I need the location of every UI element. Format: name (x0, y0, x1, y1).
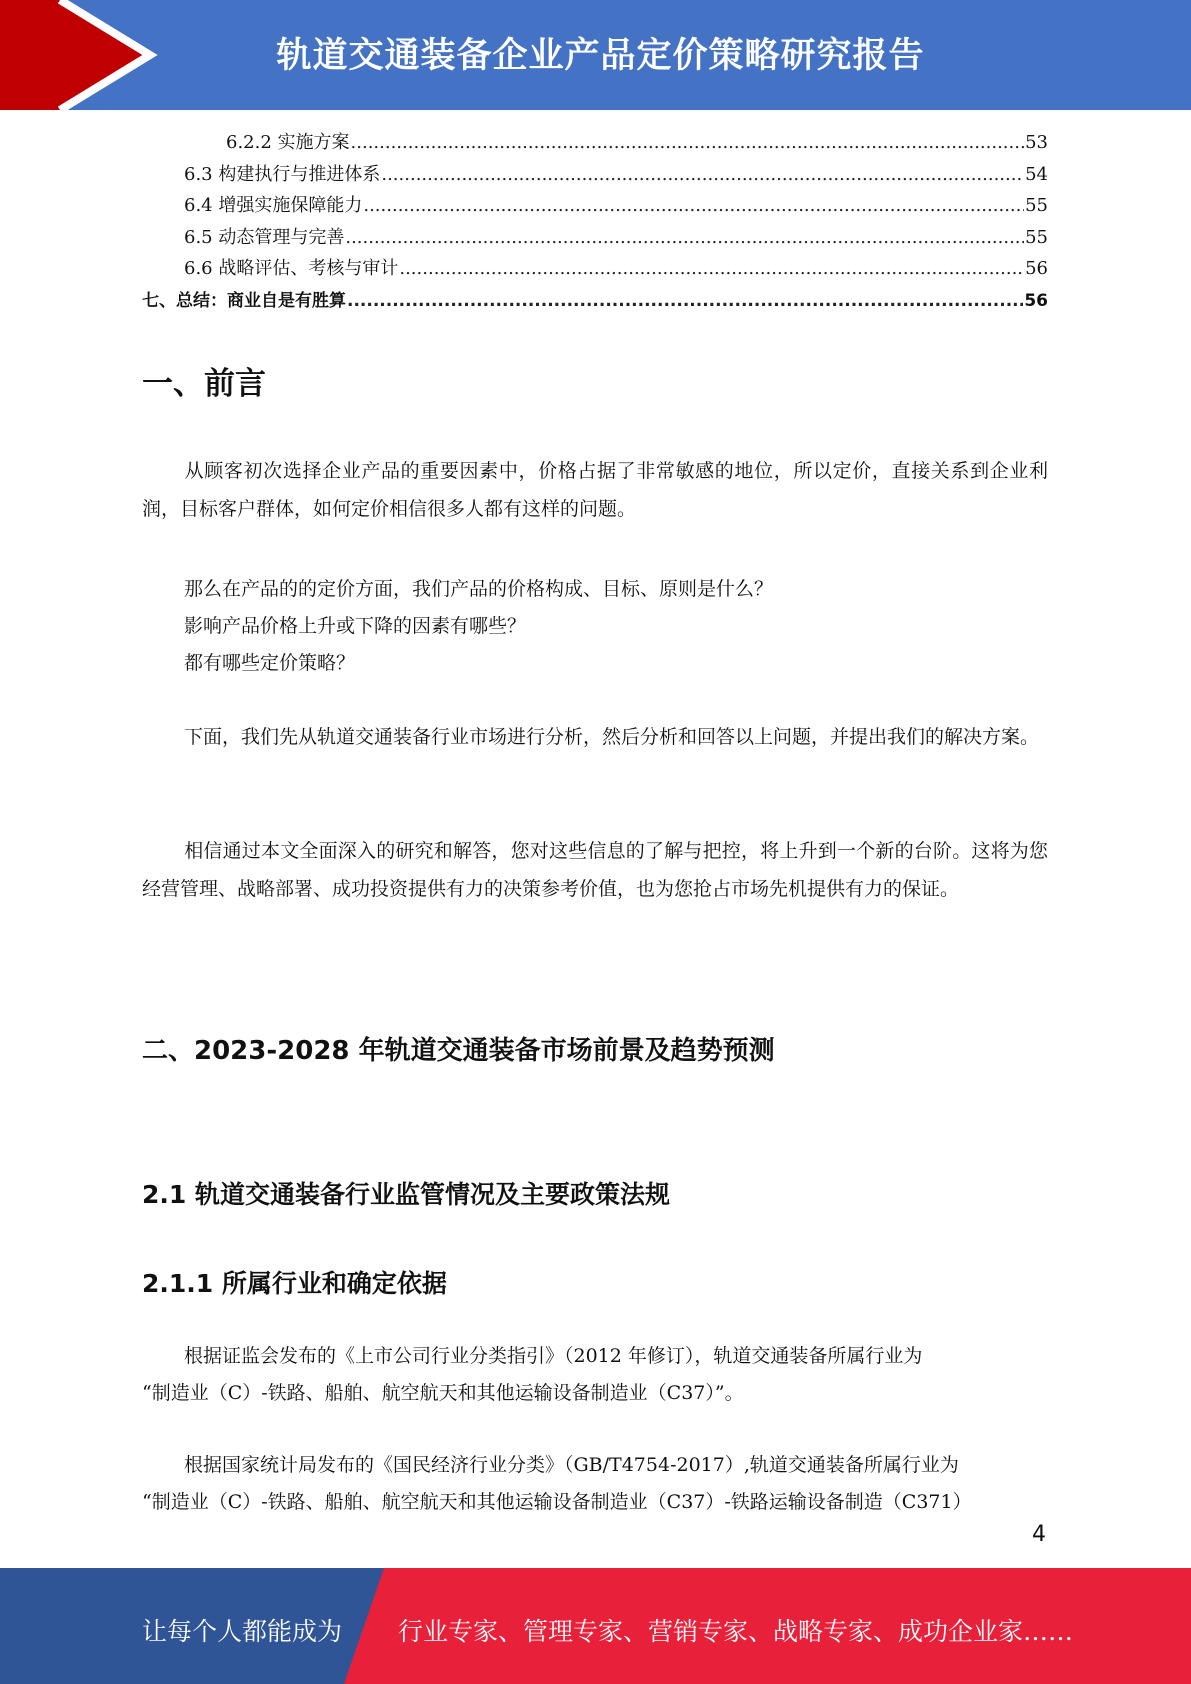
toc-row[interactable] (142, 191, 1048, 223)
toc-row[interactable] (142, 160, 1048, 192)
toc-page: 55 (1025, 226, 1048, 248)
toc-leader-dots (345, 227, 1024, 248)
paragraph-line: 根据证监会发布的《上市公司行业分类指引》（2012 年修订），轨道交通装备所属行业为 (184, 1345, 923, 1367)
paragraph-text: 从顾客初次选择企业产品的重要因素中，价格占据了非常敏感的地位，所以定价，直接关系到企业利润，目标客户群体，如何定价相信很多人都有这样的问题。 (142, 460, 1048, 520)
paragraph (142, 452, 1048, 528)
subsection-heading: 2.1.1 所属行业和确定依据 (142, 1269, 447, 1298)
section-heading: 一、前言 (142, 366, 266, 402)
toc-page: 55 (1025, 195, 1048, 216)
toc-leader-dots (363, 195, 1024, 216)
paragraph-line: “制造业（C）-铁路、船舶、航空航天和其他运输设备制造业（C37）-铁路运输设备制造（C371） (142, 1491, 972, 1513)
toc-page: 53 (1025, 132, 1048, 153)
question-line: 那么在产品的的定价方面，我们产品的价格构成、目标、原则是什么？ (184, 578, 774, 600)
page-footer (0, 1568, 1191, 1684)
subsection-heading: 2.1 轨道交通装备行业监管情况及主要政策法规 (142, 1180, 670, 1209)
toc-leader-dots (347, 291, 1023, 311)
paragraph (142, 718, 1048, 756)
toc-row[interactable] (142, 128, 1048, 160)
toc-page: 54 (1025, 163, 1048, 185)
page-header (0, 0, 1191, 110)
section-heading: 二、2023-2028 年轨道交通装备市场前景及趋势预测 (142, 1036, 775, 1066)
page-number: 4 (1032, 1522, 1046, 1547)
question-line: 影响产品价格上升或下降的因素有哪些？ (184, 615, 527, 637)
toc-label: 6.3 构建执行与推进体系 (184, 163, 381, 185)
paragraph-text: 相信通过本文全面深入的研究和解答，您对这些信息的了解与把控，将上升到一个新的台阶。这将为您经营管理、战略部署、成功投资提供有力的决策参考价值，也为您抢占市场先机提供有力的保证。 (142, 840, 1048, 900)
toc-label: 6.5 动态管理与完善 (184, 226, 345, 248)
toc-page: 56 (1025, 258, 1048, 279)
toc-leader-dots (351, 132, 1025, 153)
toc-row[interactable] (142, 254, 1048, 286)
toc-row[interactable] (142, 223, 1048, 255)
paragraph-line: 根据国家统计局发布的《国民经济行业分类》（GB/T4754-2017）,轨道交通装备所属行业为 (184, 1454, 959, 1476)
toc-label: 6.6 战略评估、考核与审计 (184, 258, 399, 279)
table-of-contents (142, 128, 1048, 317)
report-title: 轨道交通装备企业产品定价策略研究报告 (276, 36, 925, 76)
toc-label: 6.2.2 实施方案 (226, 132, 350, 153)
question-line: 都有哪些定价策略？ (184, 652, 356, 674)
toc-leader-dots (381, 164, 1024, 185)
paragraph-line: “制造业（C）-铁路、船舶、航空航天和其他运输设备制造业（C37）”。 (142, 1382, 744, 1404)
paragraph (142, 832, 1048, 908)
footer-slogan-right: 行业专家、管理专家、营销专家、战略专家、成功企业家…… (398, 1617, 1074, 1646)
footer-slogan-left: 让每个人都能成为 (142, 1617, 343, 1646)
toc-page: 56 (1024, 290, 1048, 311)
paragraph-text: 下面，我们先从轨道交通装备行业市场进行分析，然后分析和回答以上问题，并提出我们的解决方案。 (184, 726, 1040, 748)
toc-label: 6.4 增强实施保障能力 (184, 195, 363, 216)
toc-label: 七、总结：商业自是有胜算 (142, 290, 346, 311)
toc-row[interactable] (142, 286, 1048, 318)
toc-leader-dots (399, 258, 1024, 279)
